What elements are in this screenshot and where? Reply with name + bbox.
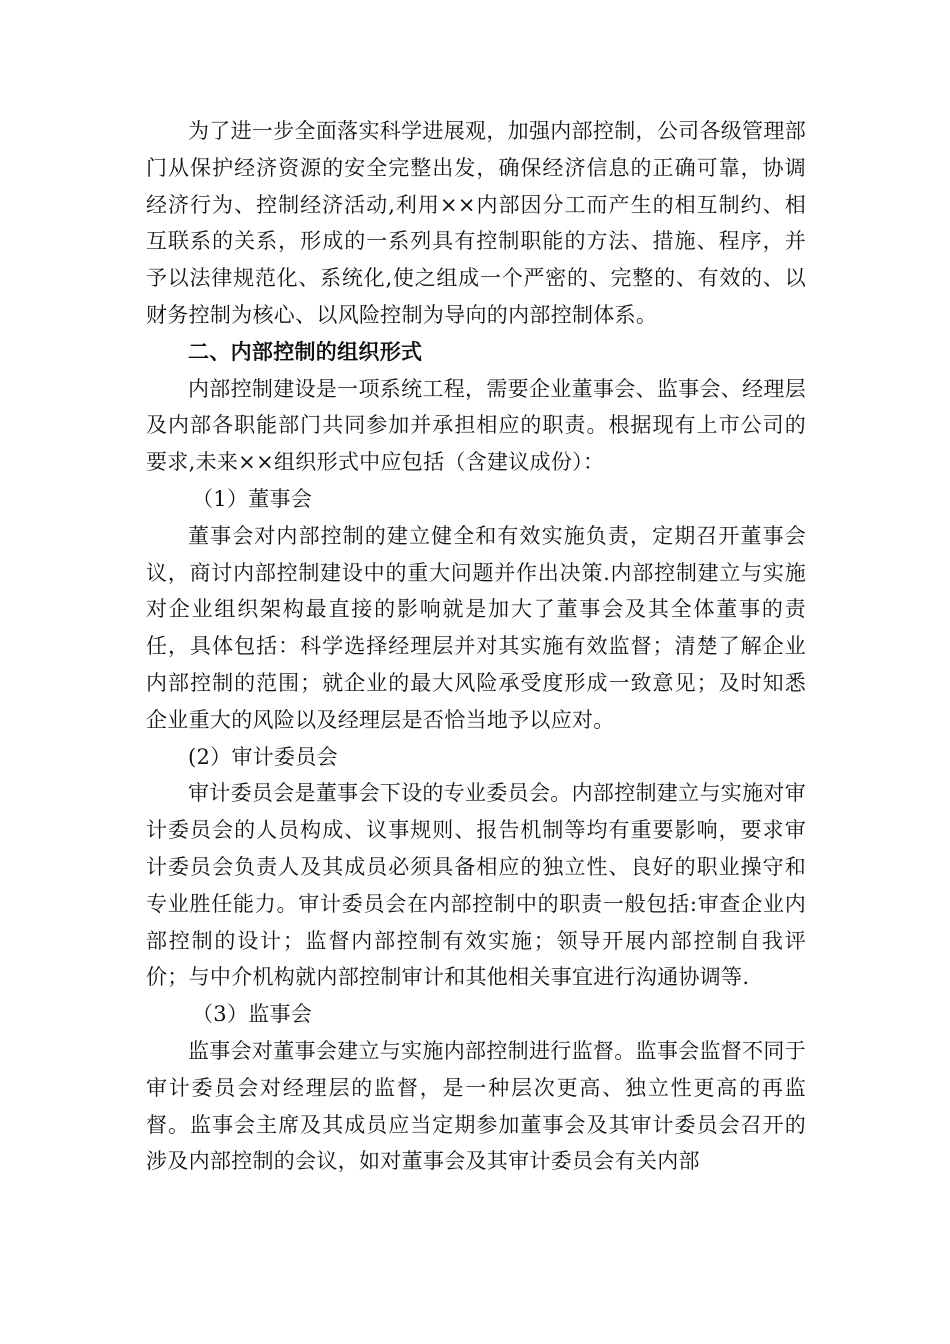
item-3-heading: （3）监事会 [192,1002,313,1027]
item-3-paragraph: 监事会对董事会建立与实施内部控制进行监督。监事会监督不同于审计委员会对经理层的监督，是一种层次更高、独立性更高的再监督。监事会主席及其成员应当定期参加董事会及其审计委员会召开的涉及内部控制的会议，如对董事会及其审计委员会有关内部 [146,1038,806,1174]
item-2-paragraph: 审计委员会是董事会下设的专业委员会。内部控制建立与实施对审计委员会的人员构成、议事规则、报告机制等均有重要影响，要求审计委员会负责人及其成员必须具备相应的独立性、良好的职业操守和专业胜任能力。审计委员会在内部控制中的职责一般包括:审查企业内部控制的设计；监督内部控制有效实施；领导开展内部控制自我评价；与中介机构就内部控制审计和其他相关事宜进行沟通协调等. [146,781,806,990]
document-page [146,113,806,1180]
section-2-paragraph: 内部控制建设是一项系统工程，需要企业董事会、监事会、经理层及内部各职能部门共同参加并承担相应的职责。根据现有上市公司的要求,未来××组织形式中应包括（含建议成份）： [146,376,806,475]
intro-paragraph: 为了进一步全面落实科学进展观，加强内部控制，公司各级管理部门从保护经济资源的安全完整出发，确保经济信息的正确可靠，协调经济行为、控制经济活动,利用××内部因分工而产生的相互制约、相互联系的关系，形成的一系列具有控制职能的方法、措施、程序，并予以法律规范化、系统化,使之组成一个严密的、完整的、有效的、以财务控制为核心、以风险控制为导向的内部控制体系。 [146,119,806,327]
item-1-heading: （1）董事会 [192,486,313,511]
item-2-heading: (2）审计委员会 [188,744,338,769]
item-1-paragraph: 董事会对内部控制的建立健全和有效实施负责，定期召开董事会议，商讨内部控制建设中的重大问题并作出决策.内部控制建立与实施对企业组织架构最直接的影响就是加大了董事会及其全体董事的责任，具体包括：科学选择经理层并对其实施有效监督；清楚了解企业内部控制的范围；就企业的最大风险承受度形成一致意见；及时知悉企业重大的风险以及经理层是否恰当地予以应对。 [146,523,806,732]
section-2-heading: 二、内部控制的组织形式 [188,338,423,364]
